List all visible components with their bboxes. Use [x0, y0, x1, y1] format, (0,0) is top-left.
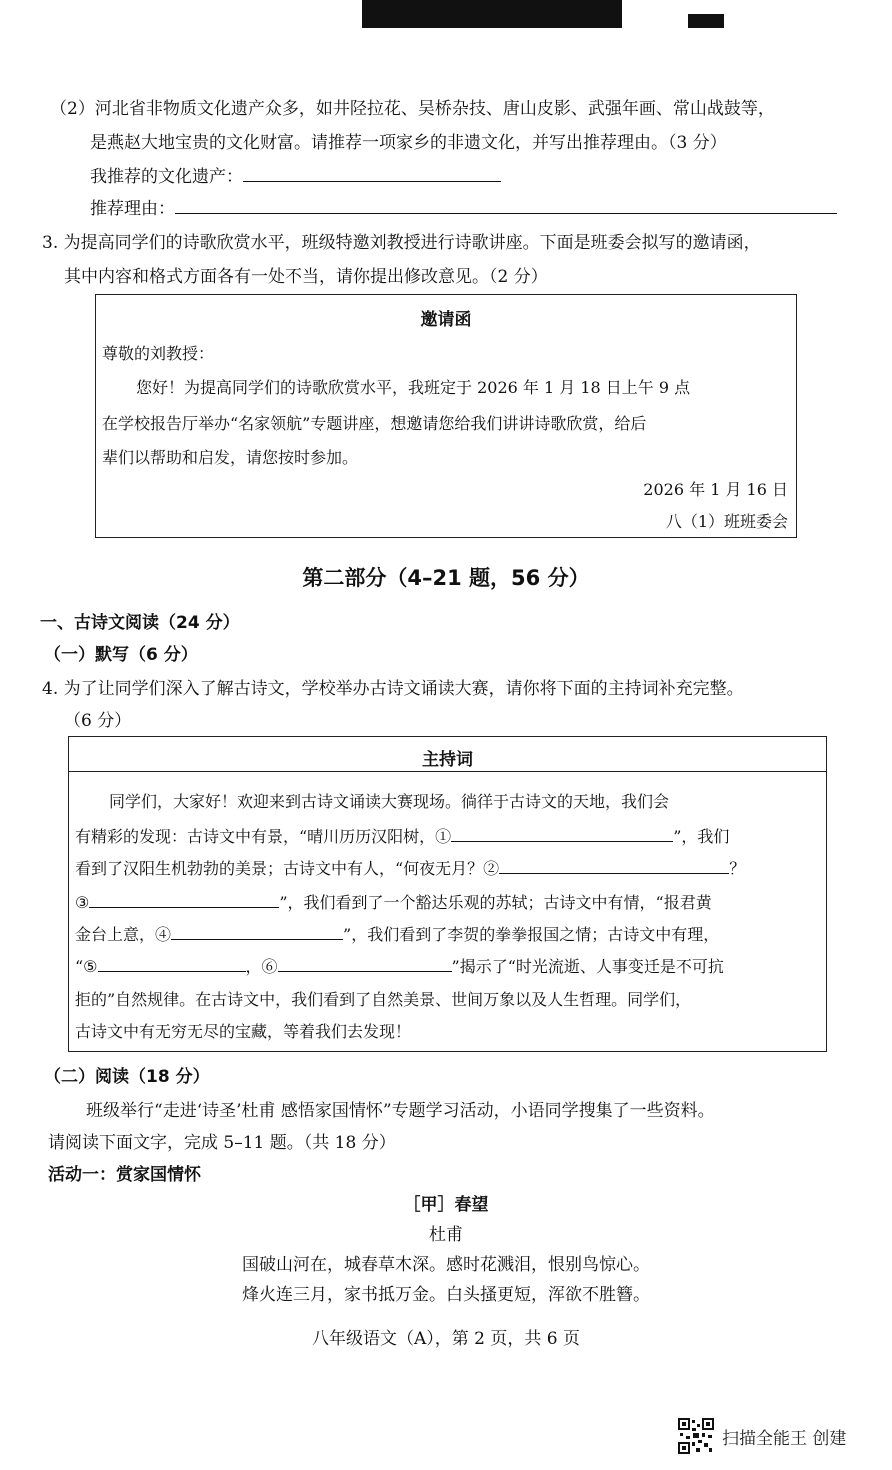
host-line-6-start: “⑤ [75, 957, 98, 976]
host-line-2 [75, 823, 729, 847]
invitation-body-3: 辈们以帮助和启发，请您按时参加。 [102, 448, 359, 467]
q4-line-2: （6 分） [64, 711, 132, 731]
host-line-2-end: ”，我们 [673, 827, 730, 846]
host-script-box [68, 736, 827, 1052]
blank-3[interactable] [89, 889, 279, 908]
host-line-3-end: ？ [729, 859, 746, 878]
page-info: 八年级语文（A），第 2 页，共 6 页 [311, 1329, 581, 1349]
invitation-body-2: 在学校报告厅举办“名家领航”专题讲座，想邀请您给我们讲讲诗歌欣赏，给后 [102, 414, 647, 433]
reason-label: 推荐理由： [90, 199, 175, 219]
host-line-6 [75, 953, 724, 977]
blank-5[interactable] [98, 953, 246, 972]
invitation-date: 2026 年 1 月 16 日 [643, 480, 788, 499]
heritage-row [90, 162, 501, 187]
host-line-5-end: ”，我们看到了李贺的拳拳报国之情；古诗文中有理， [343, 925, 720, 944]
heritage-label: 我推荐的文化遗产： [90, 167, 243, 187]
sub1-heading: （一）默写（6 分） [44, 645, 198, 665]
qr-code-icon [678, 1418, 714, 1454]
host-script-divider [69, 771, 826, 772]
reason-row [90, 194, 837, 219]
scanner-watermark: 扫描全能王 创建 [722, 1429, 847, 1449]
reason-answer-line[interactable] [175, 195, 837, 214]
cropped-header-text [362, 0, 622, 28]
q2-line-1: （2）河北省非物质文化遗产众多，如井陉拉花、吴桥杂技、唐山皮影、武强年画、常山战鼓等， [50, 99, 775, 119]
q3-line-2: 其中内容和格式方面各有一处不当，请你提出修改意见。（2 分） [64, 267, 548, 287]
invitation-box [95, 294, 797, 538]
blank-6[interactable] [278, 953, 452, 972]
reading-intro-2: 请阅读下面文字，完成 5–11 题。（共 18 分） [48, 1133, 396, 1153]
part2-title: 第二部分（4–21 题，56 分） [302, 566, 590, 590]
host-line-4-text: ”，我们看到了一个豁达乐观的苏轼；古诗文中有情，“报君黄 [279, 893, 712, 912]
host-line-6-mid: ，⑥ [245, 957, 278, 976]
invitation-body-1: 您好！为提高同学们的诗歌欣赏水平，我班定于 2026 年 1 月 18 日上午 9 点 [136, 378, 691, 397]
host-line-3 [75, 855, 745, 879]
blank-2[interactable] [499, 855, 729, 874]
invitation-signer: 八（1）班班委会 [665, 512, 788, 531]
section1-heading: 一、古诗文阅读（24 分） [40, 613, 240, 633]
q2-line-2: 是燕赵大地宝贵的文化财富。请推荐一项家乡的非遗文化，并写出推荐理由。（3 分） [90, 133, 727, 153]
host-line-3-text: 看到了汉阳生机勃勃的美景；古诗文中有人，“何夜无月？② [75, 859, 500, 878]
activity1-heading: 活动一：赏家国情怀 [48, 1165, 201, 1185]
host-line-5 [75, 921, 719, 945]
reading-intro-1: 班级举行“走进‘诗圣’杜甫 感悟家国情怀”专题学习活动，小语同学搜集了一些资料。 [86, 1101, 715, 1121]
poem-line-1: 国破山河在，城春草木深。感时花溅泪，恨别鸟惊心。 [242, 1255, 650, 1275]
host-line-2-text: 有精彩的发现：古诗文中有景，“晴川历历汉阳树，① [75, 827, 452, 846]
host-line-8: 古诗文中有无穷无尽的宝藏，等着我们去发现！ [75, 1022, 412, 1041]
cropped-header-mark [688, 14, 724, 28]
poem-title: ［甲］春望 [403, 1195, 489, 1215]
poem-author: 杜甫 [429, 1225, 463, 1245]
invitation-title: 邀请函 [420, 310, 472, 330]
blank-4[interactable] [171, 921, 343, 940]
host-line-1: 同学们，大家好！欢迎来到古诗文诵读大赛现场。徜徉于古诗文的天地，我们会 [109, 792, 670, 811]
sub2-heading: （二）阅读（18 分） [44, 1067, 210, 1087]
blank-1[interactable] [451, 823, 673, 842]
host-line-7: 拒的”自然规律。在古诗文中，我们看到了自然美景、世间万象以及人生哲理。同学们， [75, 990, 692, 1009]
host-script-title: 主持词 [422, 750, 473, 770]
host-line-5-text: 金台上意，④ [75, 925, 172, 944]
invitation-salutation: 尊敬的刘教授： [102, 344, 215, 363]
poem-line-2: 烽火连三月，家书抵万金。白头搔更短，浑欲不胜簪。 [242, 1285, 650, 1305]
heritage-answer-line[interactable] [243, 163, 501, 182]
host-line-6-end: ”揭示了“时光流逝、人事变迁是不可抗 [451, 957, 724, 976]
host-line-4-start: ③ [75, 893, 90, 912]
q3-line-1: 3. 为提高同学们的诗歌欣赏水平，班级特邀刘教授进行诗歌讲座。下面是班委会拟写的邀请函， [42, 233, 761, 253]
host-line-4 [75, 889, 712, 913]
q4-line-1: 4. 为了让同学们深入了解古诗文，学校举办古诗文诵读大赛，请你将下面的主持词补充完整。 [42, 679, 744, 699]
